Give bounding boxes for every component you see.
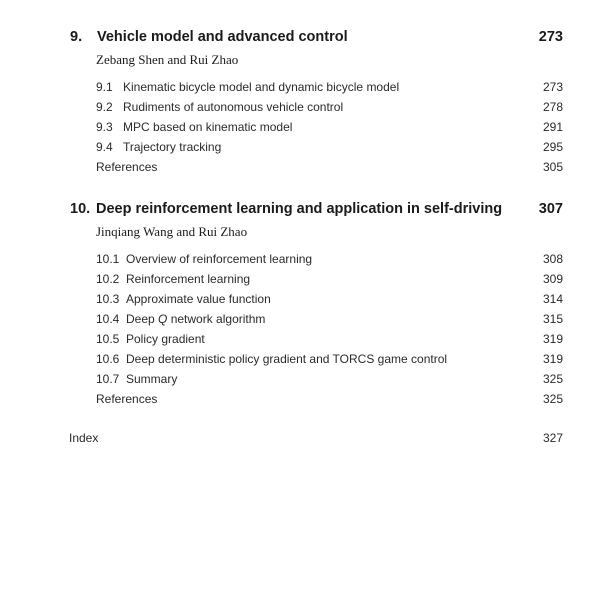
toc-entry[interactable]	[96, 269, 563, 289]
section-number: 10.2	[96, 272, 120, 286]
section-page: 319	[542, 332, 563, 346]
section-page: 325	[542, 372, 563, 386]
toc-entry-index[interactable]	[69, 428, 563, 448]
section-number: 10.5	[96, 332, 120, 346]
section-number: 10.4	[96, 312, 120, 326]
section-list	[96, 249, 563, 409]
toc-entry[interactable]	[96, 369, 563, 389]
index-page: 327	[542, 431, 563, 445]
section-page: 319	[542, 352, 563, 366]
section-page: 295	[542, 140, 563, 154]
toc-entry[interactable]	[96, 117, 563, 137]
section-page: 314	[542, 292, 563, 306]
chapter-9	[70, 25, 563, 174]
section-title: Policy gradient	[126, 332, 205, 346]
section-title: Trajectory tracking	[123, 140, 222, 154]
index-title: Index	[69, 431, 99, 445]
section-title-prefix: Deep	[126, 312, 159, 326]
toc-entry-references[interactable]	[96, 157, 563, 177]
section-title: Kinematic bicycle model and dynamic bicycle model	[123, 80, 400, 94]
toc-entry[interactable]	[96, 329, 563, 349]
section-page: 273	[542, 80, 563, 94]
chapter-number: 10.	[70, 201, 91, 217]
section-title: Summary	[126, 372, 178, 386]
toc-entry[interactable]	[96, 137, 563, 157]
section-page: 308	[542, 252, 563, 266]
references-title: References	[96, 392, 158, 406]
chapter-number: 9.	[70, 29, 83, 45]
section-title: Approximate value function	[126, 292, 271, 306]
toc-entry[interactable]	[96, 289, 563, 309]
toc-entry[interactable]	[96, 249, 563, 269]
chapter-page: 307	[538, 201, 563, 217]
section-number: 10.6	[96, 352, 120, 366]
section-number: 10.1	[96, 252, 120, 266]
section-number: 10.7	[96, 372, 120, 386]
chapter-authors: Jinqiang Wang and Rui Zhao	[96, 224, 248, 239]
toc-entry[interactable]	[96, 309, 563, 329]
chapter-page: 273	[538, 29, 563, 45]
toc-entry[interactable]	[96, 97, 563, 117]
section-title-italic: Q	[158, 312, 168, 326]
section-title: Deep deterministic policy gradient and TORCS game control	[126, 352, 448, 366]
section-number: 9.1	[96, 80, 113, 94]
chapter-title[interactable]: Deep reinforcement learning and application in self-driving	[96, 201, 503, 217]
section-number: 9.3	[96, 120, 113, 134]
section-page: 291	[542, 120, 563, 134]
chapter-10	[70, 197, 563, 406]
chapter-title[interactable]: Vehicle model and advanced control	[97, 29, 348, 45]
section-page: 305	[542, 160, 563, 174]
section-title: Rudiments of autonomous vehicle control	[123, 100, 344, 114]
toc-entry[interactable]	[96, 77, 563, 97]
section-page: 309	[542, 272, 563, 286]
chapter-heading	[70, 197, 563, 221]
section-number: 9.2	[96, 100, 113, 114]
references-title: References	[96, 160, 158, 174]
section-number: 9.4	[96, 140, 113, 154]
section-title: Reinforcement learning	[126, 272, 251, 286]
toc-entry-references[interactable]	[96, 389, 563, 409]
section-title: Overview of reinforcement learning	[126, 252, 313, 266]
section-title: MPC based on kinematic model	[123, 120, 293, 134]
toc-entry[interactable]	[96, 349, 563, 369]
section-title	[126, 309, 265, 329]
section-page: 325	[542, 392, 563, 406]
section-list	[96, 77, 563, 177]
section-number: 10.3	[96, 292, 120, 306]
section-page: 278	[542, 100, 563, 114]
chapter-authors: Zebang Shen and Rui Zhao	[96, 52, 239, 67]
section-title-suffix: network algorithm	[167, 312, 266, 326]
section-page: 315	[542, 312, 563, 326]
chapter-heading	[70, 25, 563, 49]
